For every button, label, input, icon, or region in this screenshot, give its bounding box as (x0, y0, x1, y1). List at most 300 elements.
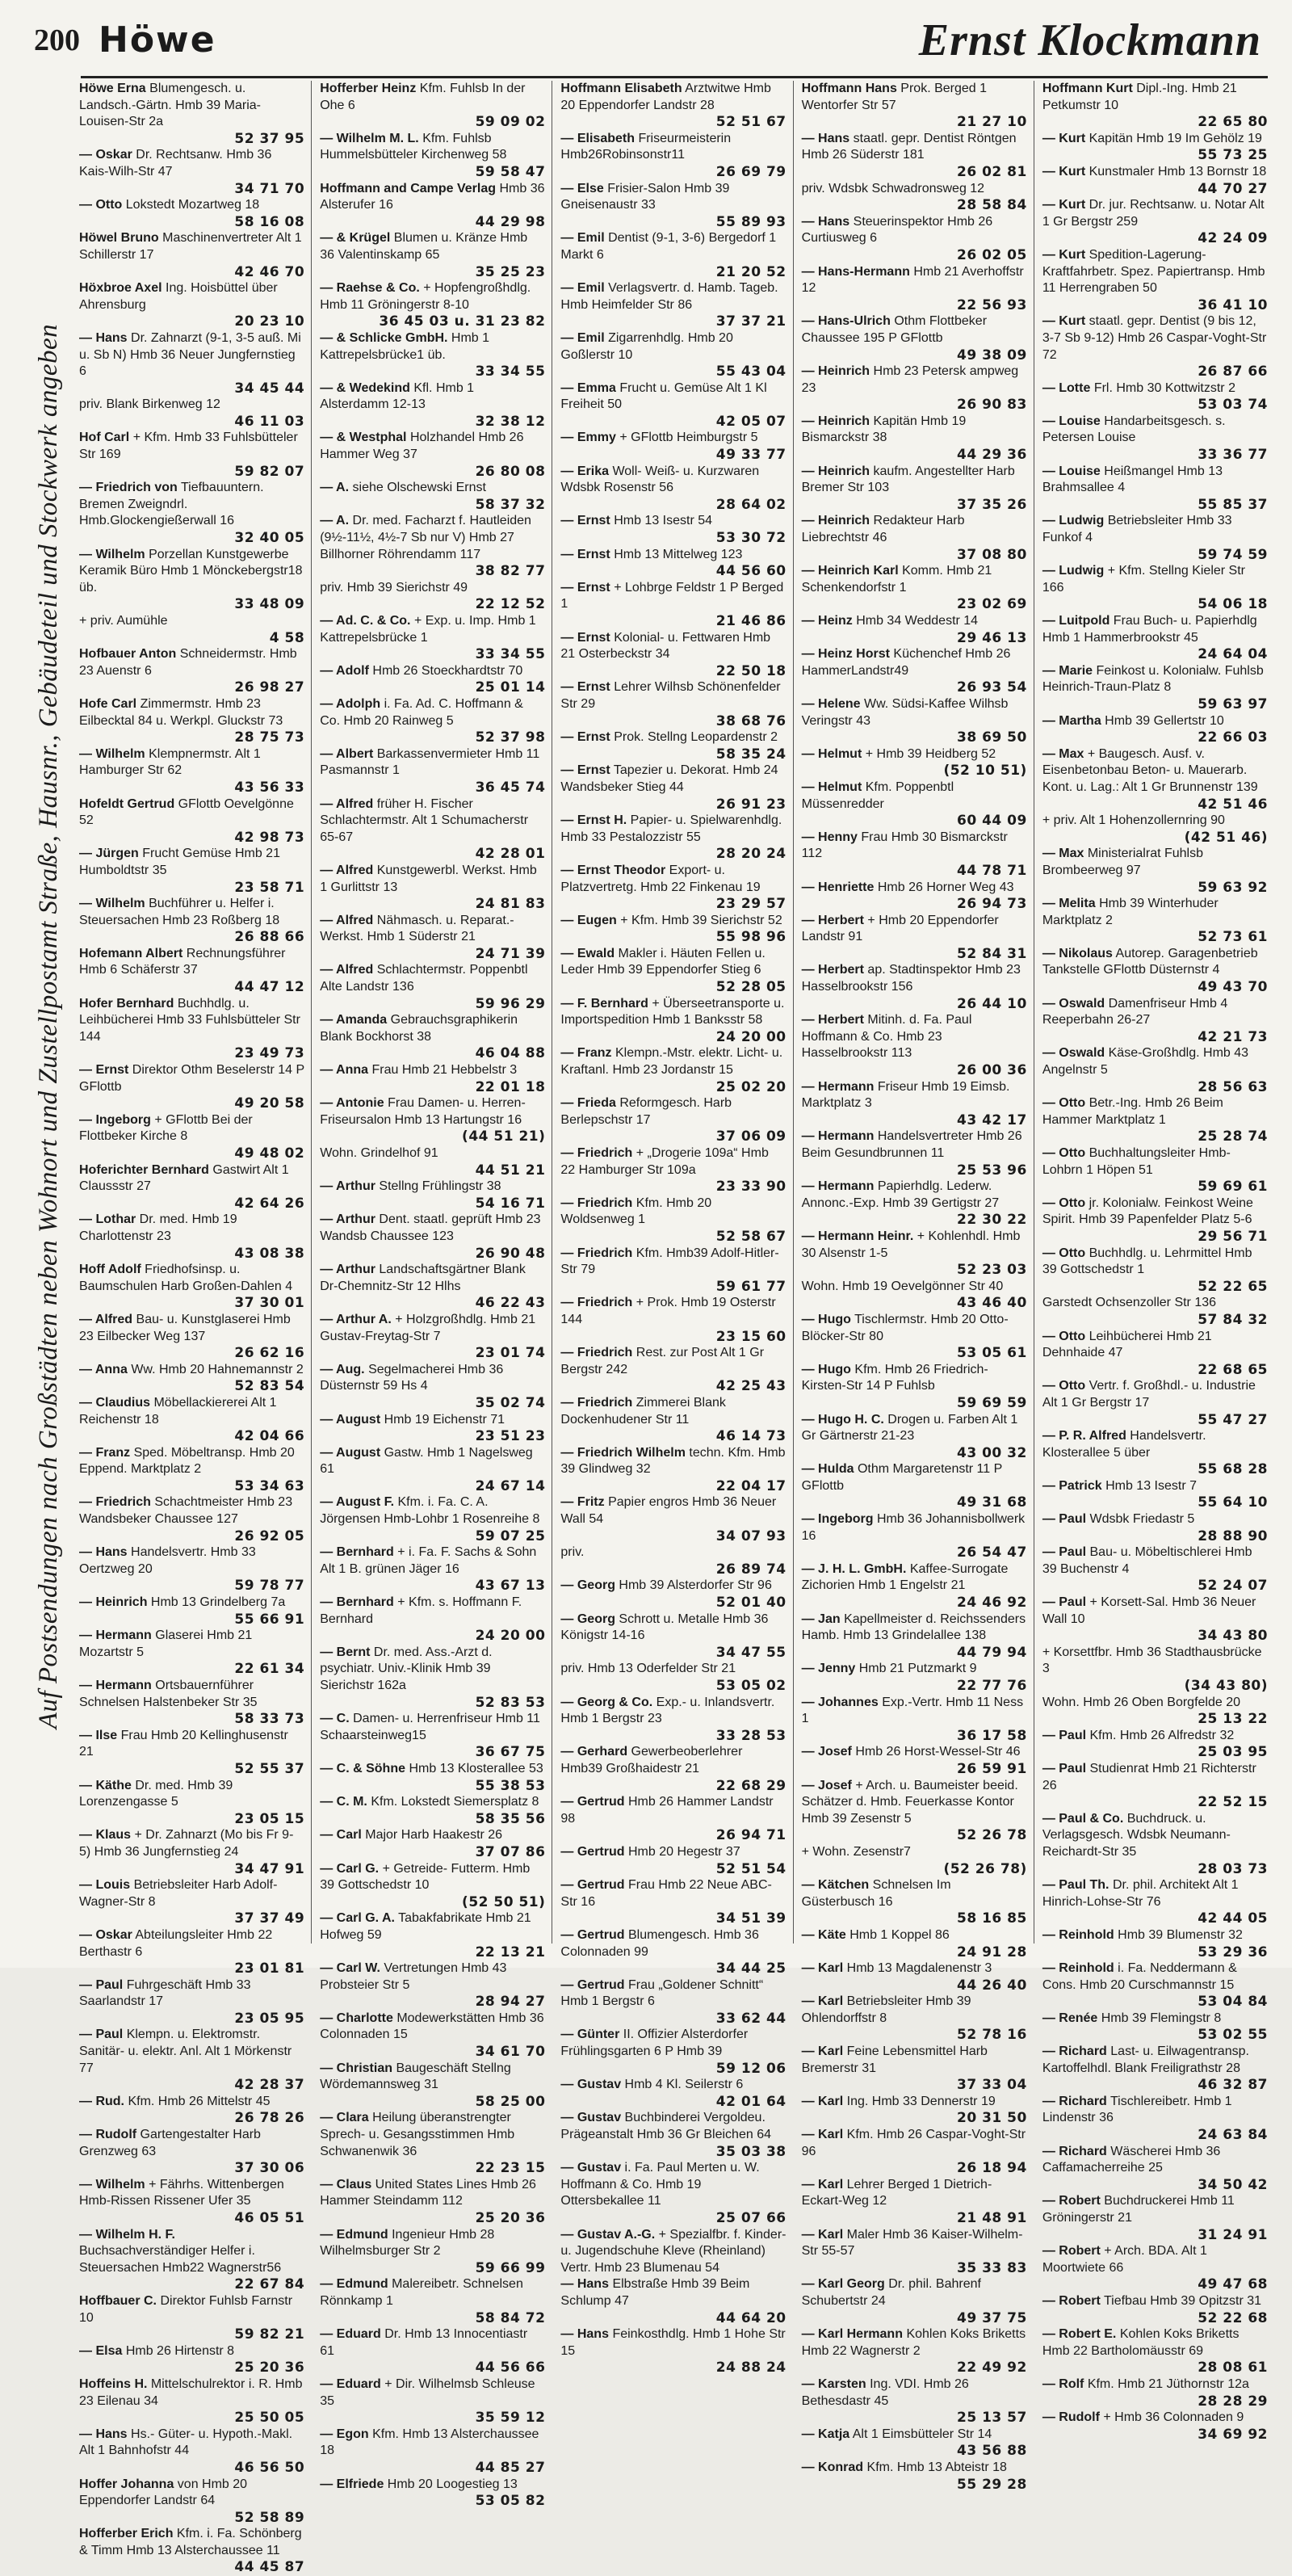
entry-name: — Otto (1042, 1096, 1086, 1111)
directory-entry (79, 896, 304, 946)
entry-details: Kfm. Lokstedt Siemersplatz 8 (371, 1795, 539, 1809)
entry-details: Maler Hmb 36 Kaiser-Wilhelm-Str 55-57 (801, 2227, 1023, 2259)
entry-name: — Wilhelm H. F. (79, 2227, 175, 2242)
directory-entry (320, 1095, 545, 1145)
directory-entry (320, 181, 545, 231)
entry-details: Hmb 26 Horner Weg 43 (877, 880, 1014, 894)
directory-entry (1042, 1877, 1268, 1927)
entry-details: Hmb 13 Magdalenenstr 3 (846, 1961, 992, 1976)
entry-name: — Louise (1042, 464, 1101, 478)
entry-name: — Nikolaus (1042, 946, 1113, 960)
entry-details: Papier- u. Spielwarenhdlg. Hmb 33 Pestalozzistr 55 (560, 813, 782, 844)
directory-entry (320, 2477, 545, 2510)
entry-name: — Karsten (801, 2376, 866, 2391)
entry-phone: 44 26 40 (957, 1977, 1027, 1994)
entry-name: — Hermann (79, 1628, 152, 1643)
entry-details: priv. Wdsbk Schwadronsweg 12 (801, 181, 985, 195)
entry-details: Frau Hmb 22 Neue ABC-Str 16 (560, 1878, 772, 1909)
entry-name: — Karl Hermann (801, 2327, 903, 2342)
entry-phone: 52 28 05 (715, 979, 787, 996)
entry-name: — Gertrud (560, 1795, 625, 1809)
entry-name: — Karl (801, 2128, 844, 2142)
entry-phone: 31 24 91 (1198, 2226, 1269, 2243)
directory-entry (802, 513, 1027, 563)
directory-entry (560, 1661, 786, 1694)
directory-entry (802, 1279, 1027, 1312)
directory-entry (560, 1196, 786, 1246)
entry-name: — Louis (79, 1878, 131, 1893)
entry-name: — Hugo (801, 1362, 851, 1376)
entry-name: — Lothar (79, 1212, 136, 1227)
entry-name: — Elisabeth (560, 131, 635, 145)
entry-details: Ministerialrat Fuhlsb Brombeerweg 97 (1042, 847, 1203, 877)
entry-details: Hmb 21 Averhoffstr 12 (801, 264, 1024, 296)
entry-name: — Robert E. (1042, 2327, 1117, 2342)
entry-phone: 55 47 27 (1198, 1411, 1269, 1428)
entry-name: — A. (320, 481, 350, 495)
entry-phone: 24 67 14 (475, 1477, 546, 1494)
entry-name: — Ernst (560, 630, 610, 645)
entry-details: Hmb 19 Eichenstr 71 (384, 1412, 505, 1427)
entry-phone: 36 45 03 u. 31 23 82 (379, 313, 546, 330)
directory-entry (79, 1877, 304, 1927)
entry-details: Direktor Fuhlsb Farnstr 10 (79, 2293, 293, 2325)
entry-name: — Elsa (79, 2343, 123, 2358)
entry-name: — Hans-Hermann (801, 264, 910, 279)
directory-entry (79, 547, 304, 613)
entry-phone: 26 62 16 (234, 1345, 305, 1362)
directory-entry (79, 1112, 304, 1162)
entry-phone: 32 40 05 (234, 530, 305, 547)
entry-phone: 42 44 05 (1198, 1910, 1269, 1927)
directory-entry (560, 580, 786, 630)
directory-entry (320, 2326, 545, 2376)
entry-name: — Paul & Co. (1042, 1811, 1124, 1826)
entry-details: Buchdruckerei Hmb 11 Gröningerstr 21 (1042, 2194, 1235, 2225)
entry-phone: 44 29 98 (475, 213, 546, 230)
entry-details: Gebrauchsgraphikerin Blank Bockhorst 38 (320, 1013, 518, 1044)
entry-name: — Friedrich Wilhelm (560, 1445, 686, 1460)
entry-phone: 23 01 74 (475, 1345, 546, 1362)
directory-entry (802, 264, 1027, 314)
entry-details: Buchhdlg. u. Lehrmittel Hmb 39 Gottschedstr 1 (1042, 1246, 1252, 1277)
directory-entry (1042, 313, 1268, 380)
entry-details: Kfm. Hmb39 Adolf-Hitler-Str 79 (560, 1246, 779, 1277)
directory-entry (1042, 2094, 1268, 2144)
directory-entry (320, 2276, 545, 2326)
entry-details: Vertretungen Hmb 43 Probsteier Str 5 (320, 1961, 507, 1992)
entry-name: Hoffmann and Campe Verlag (320, 181, 497, 195)
entry-phone: 22 65 80 (1198, 114, 1269, 131)
entry-phone: 59 63 97 (1198, 695, 1269, 712)
directory-entry (802, 2127, 1027, 2177)
entry-name: — Günter (560, 2028, 620, 2042)
entry-phone: 59 74 59 (1198, 546, 1269, 563)
entry-name: — Herbert (801, 913, 864, 927)
entry-phone: 49 20 58 (234, 1095, 305, 1112)
entry-phone: 42 98 73 (234, 829, 305, 846)
directory-entry (560, 430, 786, 463)
entry-details: Frau „Goldener Schnitt“ Hmb 1 Bergstr 6 (560, 1977, 764, 2009)
entry-name: — Heinrich (79, 1595, 148, 1610)
entry-details: Hmb 1 Kattrepelsbrücke1 üb. (320, 330, 490, 362)
entry-phone: 33 34 55 (475, 646, 546, 663)
entry-name: — C. (320, 1712, 350, 1726)
entry-details: + Getreide- Futterm. Hmb 39 Gottschedstr 10 (320, 1861, 531, 1893)
entry-name: — Eduard (320, 2376, 381, 2391)
entry-name: Hofferber Heinz (320, 82, 417, 95)
entry-phone: 22 52 15 (1198, 1794, 1269, 1811)
directory-entry (320, 863, 545, 913)
directory-entry (320, 663, 545, 696)
directory-entry (560, 513, 786, 546)
entry-details: Feine Lebensmittel Harb Bremerstr 31 (801, 2044, 988, 2075)
entry-phone: 57 84 32 (1198, 1311, 1269, 1328)
entry-name: — Wilhelm (79, 547, 145, 561)
entry-phone: 28 94 27 (475, 1994, 546, 2011)
directory-entry (802, 2276, 1027, 2326)
entry-name: — Gertrud (560, 1977, 625, 1992)
entry-phone: 49 31 68 (957, 1494, 1027, 1511)
entry-phone: 59 69 59 (957, 1394, 1027, 1411)
entry-details: Gastw. Hmb 1 Nagelsweg 61 (320, 1445, 533, 1477)
entry-name: — Ernst (560, 680, 610, 695)
directory-entry (802, 1128, 1027, 1179)
entry-details: Hs.- Güter- u. Hypoth.-Makl. Alt 1 Bahnhofstr 44 (79, 2427, 293, 2458)
entry-name: — & Westphal (320, 431, 407, 445)
entry-details: Porzellan Kunstgewerbe Keramik Büro Hmb 1 Mönckebergstr18 üb. (79, 547, 303, 595)
entry-name: Hoff Adolf (79, 1263, 141, 1277)
entry-phone: 29 46 13 (957, 629, 1027, 646)
entry-details: Direktor Othm Beselerstr 14 P GFlottb (79, 1063, 304, 1094)
entry-phone: 34 47 91 (234, 1860, 305, 1877)
entry-name: — Gustav (560, 2111, 622, 2125)
directory-entry (560, 1877, 786, 1927)
entry-phone: 44 29 36 (957, 447, 1027, 464)
directory-entry (802, 1994, 1027, 2044)
entry-name: — Ad. C. & Co. (320, 614, 411, 628)
entry-details: + Korsettfbr. Hmb 36 Stadthausbrücke 3 (1042, 1645, 1262, 1676)
directory-entry (560, 181, 786, 231)
directory-entry (79, 1977, 304, 2028)
entry-details: Handarbeitsgesch. s. Petersen Louise (1042, 414, 1226, 445)
directory-entry (79, 1595, 304, 1628)
entry-details: Bau- u. Möbeltischlerei Hmb 39 Buchenstr 4 (1042, 1545, 1252, 1576)
entry-details: priv. Hmb 13 Oderfelder Str 21 (560, 1662, 736, 1676)
directory-entry (802, 830, 1027, 880)
directory-entry (79, 996, 304, 1062)
entry-phone: 24 81 83 (475, 896, 546, 913)
entry-details: Garstedt Ochsenzoller Str 136 (1042, 1296, 1217, 1310)
entry-name: — Ernst (560, 730, 610, 745)
directory-entry (320, 913, 545, 963)
entry-phone: 54 16 71 (475, 1195, 546, 1212)
entry-phone: 55 89 93 (715, 213, 787, 230)
directory-entry (1042, 1595, 1268, 1645)
entry-details: Othm Flottbeker Chaussee 195 P GFlottb (801, 314, 988, 345)
entry-phone: (34 43 80) (1184, 1678, 1269, 1694)
entry-name: — Richard (1042, 2144, 1107, 2158)
entry-phone: 38 69 50 (957, 729, 1027, 746)
entry-name: — Clara (320, 2111, 369, 2125)
entry-name: — Patrick (1042, 1478, 1102, 1493)
entry-name: — Heinrich (801, 464, 870, 478)
entry-name: — Herbert (801, 1013, 864, 1027)
directory-entry (1042, 2243, 1268, 2293)
directory-entry (1042, 1045, 1268, 1095)
entry-details: Kapitän Hmb 19 Bismarckstr 38 (801, 414, 967, 445)
directory-entry (1042, 1295, 1268, 1328)
entry-details: Betriebsleiter Harb Adolf-Wagner-Str 8 (79, 1878, 278, 1909)
entry-name: — August (320, 1445, 381, 1460)
entry-details: Abteilungsleiter Hmb 22 Berthastr 6 (79, 1927, 273, 1959)
entry-phone: 44 70 27 (1198, 180, 1269, 197)
directory-column (71, 81, 311, 2576)
entry-name: — Reinhold (1042, 1927, 1114, 1942)
entry-phone: 20 23 10 (234, 313, 305, 330)
entry-details: Hmb 26 Stoeckhardtstr 70 (372, 663, 523, 678)
entry-details: Kolonial- u. Fettwaren Hmb 21 Osterbeckstr 34 (560, 630, 771, 662)
directory-entry (802, 880, 1027, 913)
directory-entry (1042, 1927, 1268, 1960)
entry-name: — Otto (1042, 1196, 1086, 1210)
entry-name: — Ludwig (1042, 514, 1105, 528)
entry-phone: 24 91 28 (957, 1944, 1027, 1960)
entry-details: priv. (560, 1545, 585, 1560)
entry-name: Hoffbauer C. (79, 2293, 157, 2308)
entry-name: — C. M. (320, 1795, 367, 1809)
entry-details: Reformgesch. Harb Berlepschstr 17 (560, 1096, 732, 1127)
entry-details: i. Fa. Paul Merten u. W. Hoffmann & Co. Hmb 19 Ottersbekallee 11 (560, 2161, 760, 2208)
entry-name: — Ingeborg (79, 1112, 151, 1127)
entry-name: — Gustav (560, 2161, 622, 2175)
entry-name: — Edmund (320, 2227, 388, 2242)
entry-name: Höwe Erna (79, 82, 146, 95)
directory-entry (560, 380, 786, 431)
entry-details: Tischlermstr. Hmb 20 Otto-Blöcker-Str 80 (801, 1312, 1009, 1343)
directory-entry (1042, 1428, 1268, 1478)
entry-name: — Eugen (560, 913, 617, 927)
entry-details: Tapezier u. Dekorat. Hmb 24 Wandsbeker Stieg 44 (560, 763, 778, 794)
entry-name: — Fritz (560, 1495, 605, 1510)
entry-details: Schrott u. Metalle Hmb 36 Königstr 14-16 (560, 1612, 769, 1643)
entry-phone: 34 07 93 (715, 1528, 787, 1544)
entry-phone: 26 90 48 (475, 1245, 546, 1262)
entry-phone: 37 33 04 (957, 2077, 1027, 2094)
entry-phone: 22 23 15 (475, 2160, 546, 2177)
directory-entry (320, 2227, 545, 2277)
directory-entry (1042, 1196, 1268, 1246)
directory-entry (560, 763, 786, 813)
entry-details: Küchenchef Hmb 26 HammerLandstr49 (801, 647, 1011, 678)
entry-phone: 37 30 06 (234, 2160, 305, 2177)
entry-details: Friedhofsinsp. u. Baumschulen Harb Großen-Dahlen 4 (79, 1263, 293, 1293)
entry-details: Betr.-Ing. Hmb 26 Beim Hammer Marktplatz 1 (1042, 1096, 1223, 1127)
entry-phone: 34 50 42 (1198, 2176, 1269, 2193)
entry-details: Hmb 34 Weddestr 14 (856, 614, 979, 628)
entry-name: — Arthur A. (320, 1312, 392, 1326)
directory-entry (79, 796, 304, 847)
entry-name: — Emmy (560, 431, 616, 445)
entry-phone: (52 26 78) (943, 1860, 1027, 1877)
entry-details: Hmb 20 Loogestieg 13 (387, 2477, 518, 2491)
entry-phone: 33 62 44 (715, 2010, 787, 2027)
directory-entry (79, 1728, 304, 1778)
entry-details: Dr. phil. Bahrenf Schubertstr 24 (801, 2277, 981, 2308)
entry-name: — Hermann Heinr. (801, 1229, 914, 1243)
entry-details: Export- u. Platzvertretg. Hmb 22 Finkenau 19 (560, 863, 761, 894)
entry-details: Ingenieur Hmb 28 Wilhelmsburger Str 2 (320, 2227, 495, 2259)
entry-details: Gewerbeoberlehrer Hmb39 Großhaidestr 21 (560, 1745, 743, 1775)
entry-name: — Hermann (801, 1079, 875, 1094)
entry-name: — Friedrich (560, 1146, 633, 1160)
entry-phone: 53 29 36 (1198, 1944, 1269, 1960)
directory-entry (802, 1012, 1027, 1078)
entry-details: Betriebsleiter Hmb 39 Ohlendorffstr 8 (801, 1994, 971, 2025)
directory-entry (560, 1612, 786, 1662)
entry-name: — Hans (79, 1545, 128, 1560)
entry-name: — Oswald (1042, 996, 1105, 1011)
entry-details: Kohlen Koks Briketts Hmb 22 Wagnerstr 2 (801, 2327, 1026, 2358)
directory-entry (320, 1861, 545, 1911)
directory-entry (320, 1910, 545, 1960)
entry-details: Hmb 23 Petersk ampweg 23 (801, 364, 1019, 395)
directory-entry (1042, 2376, 1268, 2410)
directory-entry (802, 2094, 1027, 2127)
directory-entry (1042, 1145, 1268, 1196)
entry-details: Gastwirt Alt 1 Claussstr 27 (79, 1162, 289, 1194)
directory-entry (1042, 896, 1268, 946)
entry-phone: 46 56 50 (234, 2459, 305, 2476)
directory-entry (1042, 1811, 1268, 1877)
entry-name: — Jenny (801, 1662, 856, 1676)
entry-details: Sped. Möbeltransp. Hmb 20 Eppend. Marktplatz 2 (79, 1445, 295, 1477)
entry-name: — Elfriede (320, 2477, 384, 2491)
entry-name: — Renée (1042, 2011, 1098, 2025)
side-note: Auf Postsendungen nach Großstädten neben Wohnort und Zustellpostamt Straße, Hausnr., Gebäudeteil und Stockwerk angeben (34, 323, 64, 1729)
directory-entry (320, 796, 545, 863)
entry-name: — Käte (801, 1927, 846, 1942)
entry-phone: 28 28 29 (1198, 2393, 1269, 2410)
entry-details: Frisier-Salon Hmb 39 Gneisenaustr 33 (560, 181, 730, 212)
entry-phone: 37 06 09 (715, 1128, 787, 1145)
entry-name: — Oskar (79, 148, 132, 162)
entry-phone: 59 96 29 (475, 995, 546, 1012)
entry-name: — Alfred (320, 913, 374, 927)
entry-details: + Überseetransporte u. Importspedition Hmb 1 Banksstr 58 (560, 996, 785, 1027)
entry-details: Hmb 26 Hirtenstr 8 (125, 2343, 235, 2358)
entry-phone: 49 37 75 (957, 2309, 1027, 2326)
entry-name: — Robert (1042, 2244, 1101, 2259)
entry-phone: 53 05 02 (715, 1678, 787, 1694)
directory-entry (320, 1445, 545, 1495)
entry-details: + Dr. Zahnarzt (Mo bis Fr 9-5) Hmb 36 Jungfernstieg 24 (79, 1828, 294, 1859)
directory-entry (802, 1362, 1027, 1412)
entry-phone: 42 64 26 (234, 1195, 305, 1212)
entry-details: Frau Damen- u. Herren-Friseursalon Hmb 13 Hartungstr 16 (320, 1096, 526, 1127)
entry-details: Kapellmeister d. Reichssenders Hamb. Hmb 13 Grindelallee 138 (801, 1612, 1026, 1643)
entry-details: Blumengesch. Hmb 36 Colonnaden 99 (560, 1927, 759, 1959)
entry-name: Hoffmann Elisabeth (560, 82, 682, 95)
entry-details: Stellng Frühlingstr 38 (379, 1179, 501, 1194)
entry-phone: 44 51 21 (475, 1162, 546, 1179)
directory-entry (1042, 380, 1268, 414)
directory-entry (79, 1212, 304, 1262)
entry-details: Landschaftsgärtner Blank Dr-Chemnitz-Str 12 Hlhs (320, 1263, 526, 1293)
directory-entry (79, 946, 304, 996)
entry-phone: 35 03 38 (715, 2143, 787, 2160)
entry-phone: 53 02 55 (1198, 2027, 1269, 2044)
entry-name: — Hulda (801, 1462, 854, 1477)
directory-entry (1042, 1645, 1268, 1695)
directory-entry (802, 696, 1027, 746)
entry-phone: 58 37 32 (475, 496, 546, 513)
entry-phone: 35 33 83 (957, 2259, 1027, 2276)
entry-phone: 25 07 66 (715, 2210, 787, 2226)
entry-phone: 26 54 47 (957, 1544, 1027, 1561)
entry-details: + Kohlenhdl. Hmb 30 Alsenstr 1-5 (801, 1229, 1021, 1260)
entry-name: — Helene (801, 696, 861, 711)
entry-phone: 58 25 00 (475, 2093, 546, 2110)
entry-details: Arztwitwe Hmb 20 Eppendorfer Landstr 28 (560, 82, 771, 112)
running-head: Höwe (99, 19, 216, 61)
entry-phone: 52 73 61 (1198, 929, 1269, 946)
entry-phone: 28 20 24 (715, 846, 787, 863)
directory-entry (79, 1544, 304, 1595)
directory-entry (320, 580, 545, 613)
entry-details: Glaserei Hmb 21 Mozartstr 5 (79, 1628, 253, 1659)
entry-name: — Friedrich von (79, 481, 178, 495)
entry-details: Lokstedt Mozartweg 18 (125, 198, 260, 212)
entry-phone: 26 59 91 (957, 1760, 1027, 1777)
entry-phone: 55 73 25 (1198, 147, 1269, 164)
entry-details: Verlagsvertr. d. Hamb. Tageb. Hmb Heimfelder Str 86 (560, 281, 778, 312)
directory-entry (1042, 1511, 1268, 1544)
entry-details: Wäscherei Hmb 36 Caffamacherreihe 25 (1042, 2144, 1221, 2175)
directory-entry (1042, 1478, 1268, 1511)
entry-details: Klempnermstr. Alt 1 Hamburger Str 62 (79, 746, 261, 778)
entry-phone: 37 37 21 (715, 313, 787, 330)
entry-details: Buchhaltungsleiter Hmb-Lohbrn 1 Höpen 51 (1042, 1146, 1231, 1177)
entry-details: + Kfm. s. Hoffmann F. Bernhard (320, 1595, 522, 1626)
entry-phone: 59 12 06 (715, 2060, 787, 2077)
directory-entry (320, 1645, 545, 1711)
directory-entry (320, 2061, 545, 2111)
entry-details: Major Harb Haakestr 26 (365, 1828, 503, 1843)
entry-phone: 60 44 09 (957, 813, 1027, 830)
entry-details: Ww. Hmb 20 Hahnemannstr 2 (131, 1362, 304, 1376)
entry-details: Schachtmeister Hmb 23 Wandsbeker Chaussee 127 (79, 1495, 293, 1527)
entry-details: + Holzgroßhdlg. Hmb 21 Gustav-Freytag-Str 7 (320, 1312, 536, 1343)
entry-details: Buchdruck. u. Verlagsgesch. Wdsbk Neumann-Reichardt-Str 35 (1042, 1811, 1231, 1859)
entry-details: Dentist (9-1, 3-6) Bergedorf 1 Markt 6 (560, 231, 777, 262)
entry-phone: 36 17 58 (957, 1727, 1027, 1744)
entry-details: Leihbücherei Hmb 21 Dehnhaide 47 (1042, 1329, 1212, 1360)
entry-phone: 46 05 51 (234, 2210, 305, 2226)
entry-phone: 59 82 07 (234, 463, 305, 480)
directory-entry (79, 746, 304, 796)
entry-phone: 26 91 23 (715, 796, 787, 813)
directory-entry (79, 1827, 304, 1877)
directory-entry (1042, 1329, 1268, 1379)
directory-entry (1042, 81, 1268, 131)
entry-name: — Herbert (801, 963, 864, 977)
entry-name: — Georg (560, 1612, 615, 1626)
entry-name: — Emma (560, 380, 616, 395)
directory-entry (79, 430, 304, 480)
entry-details: Ortsbauernführer Schnelsen Halstenbeker Str 35 (79, 1679, 258, 1709)
entry-name: — Kurt (1042, 314, 1086, 329)
